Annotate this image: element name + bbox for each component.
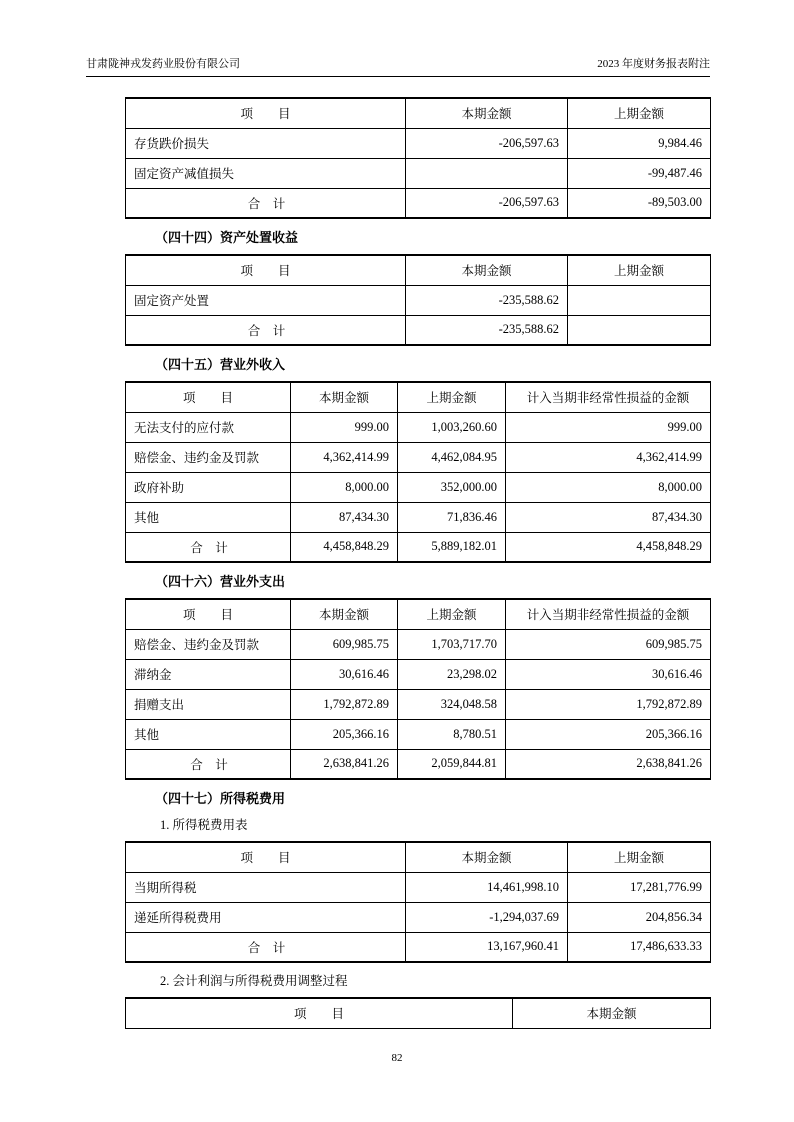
row-label: 赔偿金、违约金及罚款 [126, 629, 291, 659]
cell-value: 999.00 [506, 412, 711, 442]
column-header: 计入当期非经常性损益的金额 [506, 382, 711, 412]
row-label: 其他 [126, 502, 291, 532]
row-label: 无法支付的应付款 [126, 412, 291, 442]
cell-value: 4,362,414.99 [506, 442, 711, 472]
table-row [126, 719, 711, 749]
row-label: 赔偿金、违约金及罚款 [126, 442, 291, 472]
table-row [126, 158, 711, 188]
row-label: 滞纳金 [126, 659, 291, 689]
column-header: 上期金额 [398, 599, 506, 629]
cell-value: 4,462,084.95 [398, 442, 506, 472]
header-row [126, 98, 711, 128]
cell-value [568, 315, 711, 345]
header-row [126, 382, 711, 412]
section-title-44: （四十四）资产处置收益 [155, 230, 299, 245]
header-row [126, 842, 711, 872]
cell-value: 999.00 [291, 412, 398, 442]
table-row [126, 412, 711, 442]
table-asset-disposal-income [125, 254, 711, 346]
row-label: 合 计 [126, 532, 291, 562]
column-header: 项 目 [126, 599, 291, 629]
row-label: 捐赠支出 [126, 689, 291, 719]
table-row [126, 285, 711, 315]
cell-value: 14,461,998.10 [406, 872, 568, 902]
cell-value: -206,597.63 [406, 188, 568, 218]
page-number: 82 [391, 1052, 403, 1064]
cell-value: 2,638,841.26 [506, 749, 711, 779]
cell-value: -235,588.62 [406, 285, 568, 315]
row-label: 合 计 [126, 932, 406, 962]
column-header: 上期金额 [568, 98, 711, 128]
total-row [126, 532, 711, 562]
table-row [126, 472, 711, 502]
cell-value: 87,434.30 [506, 502, 711, 532]
cell-value: -1,294,037.69 [406, 902, 568, 932]
sub-item-income-tax-table: 1. 所得税费用表 [160, 818, 248, 832]
row-label: 存货跌价损失 [126, 128, 406, 158]
row-label: 政府补助 [126, 472, 291, 502]
cell-value: 71,836.46 [398, 502, 506, 532]
column-header: 本期金额 [406, 842, 568, 872]
row-label: 固定资产处置 [126, 285, 406, 315]
cell-value: 4,458,848.29 [506, 532, 711, 562]
header-company-name: 甘肃陇神戎发药业股份有限公司 [86, 58, 240, 70]
section-title-47: （四十七）所得税费用 [155, 791, 286, 806]
cell-value [568, 285, 711, 315]
column-header: 上期金额 [568, 255, 711, 285]
page-header [86, 55, 710, 77]
header-row [126, 255, 711, 285]
cell-value: 609,985.75 [291, 629, 398, 659]
row-label: 固定资产减值损失 [126, 158, 406, 188]
column-header: 本期金额 [291, 599, 398, 629]
table-row [126, 872, 711, 902]
cell-value: 30,616.46 [291, 659, 398, 689]
cell-value: -206,597.63 [406, 128, 568, 158]
table-impairment-loss [125, 97, 711, 219]
table-row [126, 629, 711, 659]
cell-value: 4,362,414.99 [291, 442, 398, 472]
header-row [126, 998, 711, 1028]
column-header: 本期金额 [513, 998, 711, 1028]
section-title-46: （四十六）营业外支出 [155, 574, 286, 589]
cell-value: 2,638,841.26 [291, 749, 398, 779]
cell-value: -235,588.62 [406, 315, 568, 345]
cell-value [406, 158, 568, 188]
cell-value: 17,281,776.99 [568, 872, 711, 902]
table-non-operating-expense [125, 598, 711, 780]
column-header: 项 目 [126, 255, 406, 285]
cell-value: 23,298.02 [398, 659, 506, 689]
column-header: 本期金额 [291, 382, 398, 412]
cell-value: 30,616.46 [506, 659, 711, 689]
cell-value: 205,366.16 [506, 719, 711, 749]
cell-value: -89,503.00 [568, 188, 711, 218]
cell-value: 13,167,960.41 [406, 932, 568, 962]
row-label: 合 计 [126, 188, 406, 218]
section-title-45: （四十五）营业外收入 [155, 357, 286, 372]
row-label: 合 计 [126, 749, 291, 779]
total-row [126, 188, 711, 218]
cell-value: 1,703,717.70 [398, 629, 506, 659]
cell-value: 17,486,633.33 [568, 932, 711, 962]
row-label: 递延所得税费用 [126, 902, 406, 932]
total-row [126, 315, 711, 345]
cell-value: 1,792,872.89 [506, 689, 711, 719]
row-label: 合 计 [126, 315, 406, 345]
cell-value: -99,487.46 [568, 158, 711, 188]
column-header: 上期金额 [398, 382, 506, 412]
sub-item-tax-adjustment: 2. 会计利润与所得税费用调整过程 [160, 974, 348, 988]
cell-value: 609,985.75 [506, 629, 711, 659]
cell-value: 4,458,848.29 [291, 532, 398, 562]
cell-value: 324,048.58 [398, 689, 506, 719]
total-row [126, 749, 711, 779]
row-label: 其他 [126, 719, 291, 749]
table-row [126, 502, 711, 532]
total-row [126, 932, 711, 962]
cell-value: 2,059,844.81 [398, 749, 506, 779]
table-row [126, 659, 711, 689]
table-tax-adjustment-partial [125, 997, 711, 1029]
column-header: 项 目 [126, 382, 291, 412]
table-row [126, 902, 711, 932]
cell-value: 8,780.51 [398, 719, 506, 749]
page-content [86, 97, 710, 1029]
column-header: 项 目 [126, 98, 406, 128]
cell-value: 1,792,872.89 [291, 689, 398, 719]
table-row [126, 128, 711, 158]
cell-value: 8,000.00 [506, 472, 711, 502]
column-header: 上期金额 [568, 842, 711, 872]
column-header: 本期金额 [406, 98, 568, 128]
table-non-operating-income [125, 381, 711, 563]
cell-value: 1,003,260.60 [398, 412, 506, 442]
cell-value: 205,366.16 [291, 719, 398, 749]
table-income-tax-expense [125, 841, 711, 963]
column-header: 项 目 [126, 998, 513, 1028]
cell-value: 352,000.00 [398, 472, 506, 502]
cell-value: 5,889,182.01 [398, 532, 506, 562]
header-doc-title: 2023 年度财务报表附注 [597, 58, 710, 70]
column-header: 项 目 [126, 842, 406, 872]
table-row [126, 689, 711, 719]
column-header: 计入当期非经常性损益的金额 [506, 599, 711, 629]
column-header: 本期金额 [406, 255, 568, 285]
header-row [126, 599, 711, 629]
cell-value: 9,984.46 [568, 128, 711, 158]
cell-value: 204,856.34 [568, 902, 711, 932]
cell-value: 8,000.00 [291, 472, 398, 502]
cell-value: 87,434.30 [291, 502, 398, 532]
table-row [126, 442, 711, 472]
row-label: 当期所得税 [126, 872, 406, 902]
